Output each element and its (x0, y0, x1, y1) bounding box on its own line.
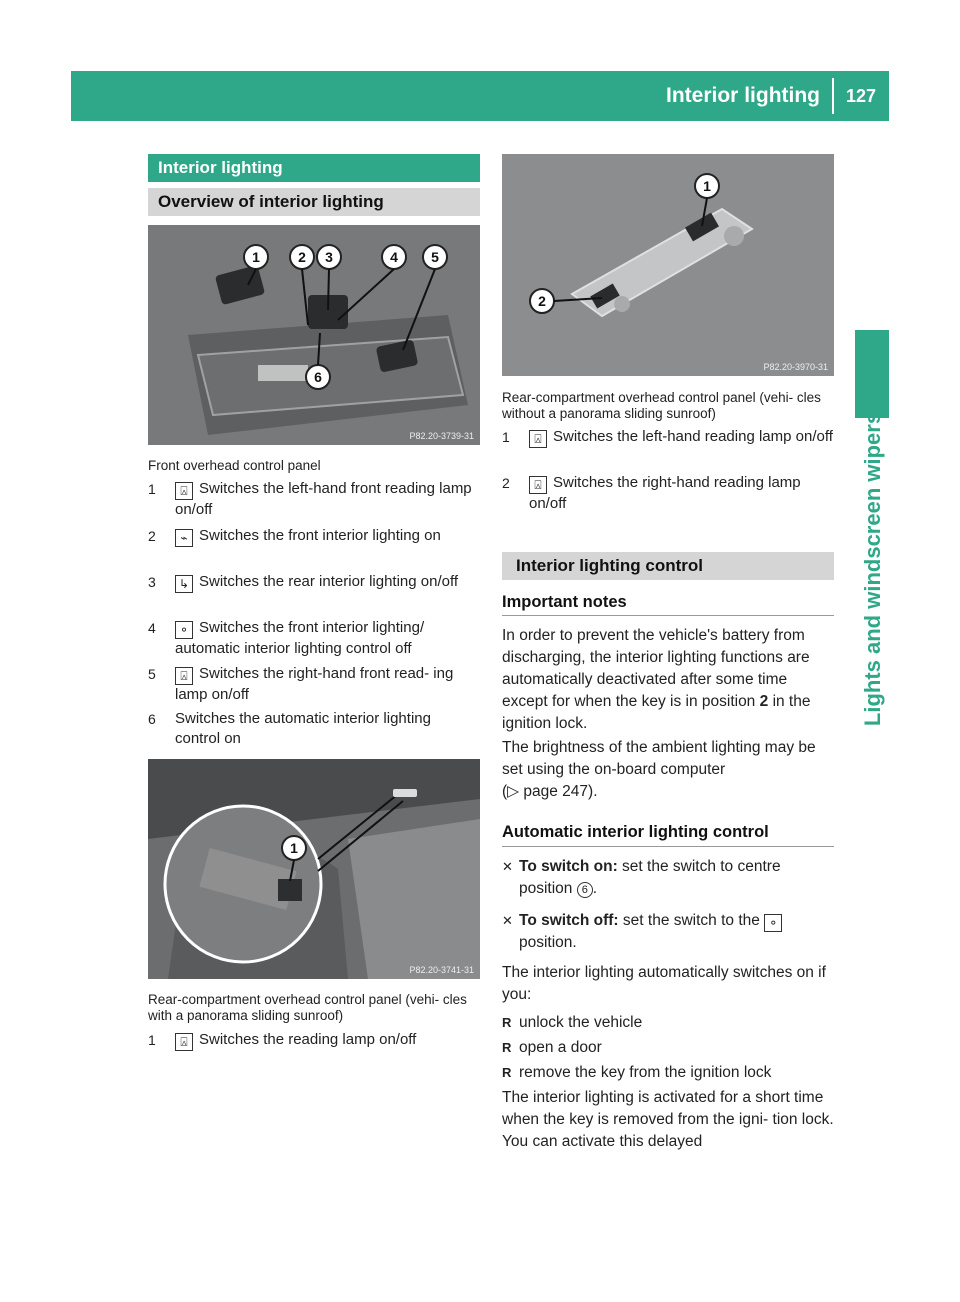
section-heading (502, 552, 834, 580)
reading-lamp-icon: ⍓ (529, 476, 547, 494)
step-text: position. (519, 934, 577, 951)
para-text: In order to prevent the vehicle's battery from discharging, the interior lighting functions are automatically deactivated after some time except for when the key is in position (502, 627, 810, 710)
legend-text: Switches the right-hand reading lamp on/off (529, 474, 801, 512)
legend-item (148, 572, 480, 612)
subsection-heading: Overview of interior lighting (148, 188, 480, 216)
bullet-icon: R (502, 1065, 512, 1080)
legend-number: 1 (148, 481, 156, 497)
instruction-step: ✕ To switch on: set the switch to centre position 6 . (502, 858, 781, 897)
step-text: set the switch to centre position (519, 858, 781, 897)
legend-item (148, 479, 480, 519)
auto-interior-light-icon: ⚬ (764, 914, 782, 932)
legend-number: 2 (148, 528, 156, 544)
final-paragraph: The interior lighting is activated for a short time when the key is removed from the igni- tion lock. You can activate this delayed (502, 1089, 834, 1150)
step-text: set the switch to the (622, 912, 760, 929)
legend-number: 3 (148, 574, 156, 590)
brightness-paragraph (502, 737, 836, 803)
bullet-icon: R (502, 1040, 512, 1055)
legend-item (148, 526, 480, 566)
heading-rule (502, 846, 834, 847)
important-notes-heading: Important notes (502, 593, 627, 611)
instruction-step (502, 910, 834, 954)
section-heading-text: Interior lighting control (516, 556, 703, 575)
heading-rule (502, 615, 834, 616)
legend-number: 4 (148, 620, 156, 636)
legend-item (502, 427, 834, 467)
legend-item (148, 1030, 480, 1052)
legend-text: Switches the right-hand front read- ing lamp on/off (175, 665, 454, 703)
legend-item (148, 709, 480, 749)
legend-number: 1 (502, 429, 510, 445)
legend-text: Switches the left-hand reading lamp on/off (553, 428, 833, 445)
list-item (502, 1062, 834, 1084)
reading-lamp-icon: ⍓ (175, 482, 193, 500)
list-item (502, 1012, 834, 1034)
reading-lamp-icon: ⍓ (529, 430, 547, 448)
svg-text:3: 3 (325, 249, 333, 265)
para-text: in the ignition lock. (502, 693, 811, 732)
legend-text: Switches the front interior lighting/ automatic interior lighting control off (175, 619, 425, 657)
list-item-text: unlock the vehicle (519, 1014, 643, 1031)
step-marker-icon: ✕ (502, 913, 513, 928)
rear-panel-no-panorama-photo (502, 154, 834, 376)
photo-caption: Rear-compartment overhead control panel (vehi- cles with a panorama sliding sunroof) (148, 992, 467, 1023)
photo-caption: Front overhead control panel (148, 458, 321, 473)
reading-lamp-icon: ⍓ (175, 667, 193, 685)
chapter-label: Lights and windscreen wipers (860, 411, 885, 727)
legend-number: 5 (148, 666, 156, 682)
legend-text: Switches the left-hand front reading lamp on/off (175, 480, 472, 518)
legend-item (148, 618, 480, 658)
svg-text:4: 4 (390, 249, 398, 265)
interior-light-on-icon: ⌁ (175, 529, 193, 547)
svg-text:5: 5 (431, 249, 439, 265)
front-overhead-panel-photo (148, 225, 480, 445)
legend-number: 6 (148, 711, 156, 727)
svg-text:1: 1 (290, 840, 298, 856)
legend-item (502, 473, 834, 513)
step-label: To switch on: (519, 858, 618, 875)
photo-code: P82.20-3741-31 (409, 965, 474, 975)
photo-code: P82.20-3970-31 (763, 362, 828, 372)
step-marker-icon: ✕ (502, 859, 513, 874)
svg-text:6: 6 (314, 369, 322, 385)
legend-item (148, 664, 480, 704)
svg-text:2: 2 (298, 249, 306, 265)
step-label: To switch off: (519, 912, 619, 929)
rear-panel-panorama-photo (148, 759, 480, 979)
photo-caption: Rear-compartment overhead control panel (vehi- cles without a panorama sliding sunroof) (502, 390, 821, 421)
list-item-text: remove the key from the ignition lock (519, 1064, 772, 1081)
page-header-title: Interior lighting (666, 84, 820, 107)
auto-intro-paragraph: The interior lighting automatically switches on if you: (502, 964, 826, 1003)
legend-text: Switches the automatic interior lighting control on (175, 710, 431, 747)
svg-text:1: 1 (703, 178, 711, 194)
list-item-text: open a door (519, 1039, 602, 1056)
list-item (502, 1037, 834, 1059)
legend-text: Switches the rear interior lighting on/off (199, 573, 459, 590)
important-paragraph (502, 625, 836, 735)
legend-number: 2 (502, 475, 510, 491)
photo-code: P82.20-3739-31 (409, 431, 474, 441)
legend-text: Switches the front interior lighting on (199, 527, 441, 544)
bullet-icon: R (502, 1015, 512, 1030)
rear-interior-light-icon: ↳ (175, 575, 193, 593)
position-reference: 6 (577, 882, 593, 898)
reading-lamp-icon: ⍓ (175, 1033, 193, 1051)
header-divider (832, 78, 834, 114)
legend-number: 1 (148, 1032, 156, 1048)
automatic-control-heading: Automatic interior lighting control (502, 823, 769, 841)
svg-text:2: 2 (538, 293, 546, 309)
para-text: The brightness of the ambient lighting may be set using the on-board computer (502, 739, 816, 778)
key-position: 2 (759, 693, 769, 710)
legend-text: Switches the reading lamp on/off (199, 1031, 417, 1048)
auto-interior-light-icon: ⚬ (175, 621, 193, 639)
page-number: 127 (845, 86, 877, 106)
svg-text:1: 1 (252, 249, 260, 265)
page-reference-link[interactable]: (▷ page 247). (502, 783, 598, 800)
section-heading: Interior lighting (148, 154, 480, 182)
